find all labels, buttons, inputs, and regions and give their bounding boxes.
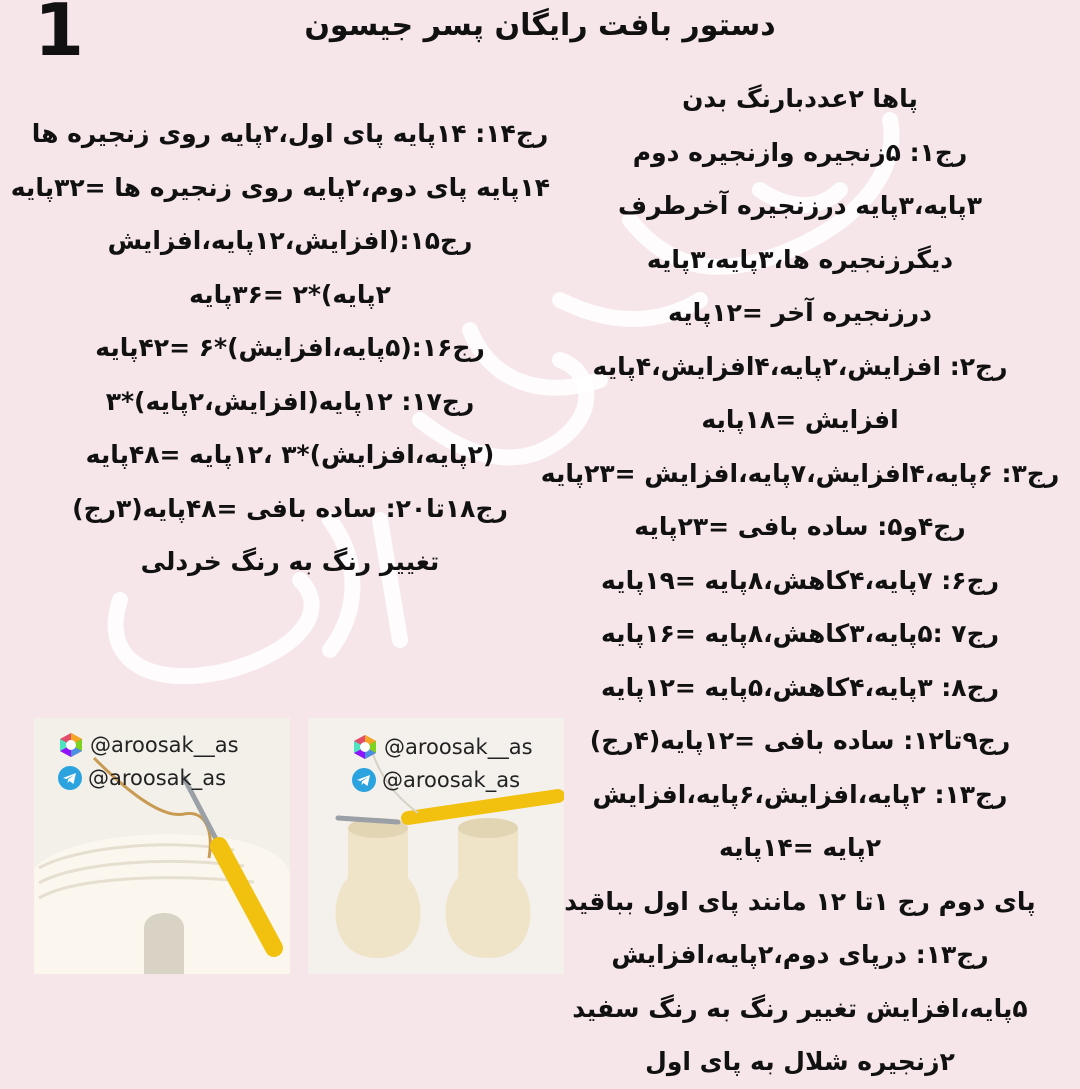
instruction-line: افزایش =۱۸پایه <box>701 405 899 434</box>
instruction-line: ۵پایه،افزایش تغییر رنگ به رنگ سفید <box>572 993 1028 1023</box>
instruction-line: ۲زنجیره شلال به پای اول <box>645 1047 955 1076</box>
instagram-handle: @aroosak__as <box>90 733 239 757</box>
instruction-line: (۲پایه،افزایش)*۳ ،۱۲پایه =۴۸پایه <box>85 440 495 469</box>
page-title: دستور بافت رایگان پسر جیسون <box>304 8 776 43</box>
instruction-line: رج۱۶:(۵پایه،افزایش)*۶ =۴۲پایه <box>95 333 485 362</box>
crochet-photo-legs-joined <box>34 718 290 974</box>
instruction-line: پای دوم رج ۱تا ۱۲ مانند پای اول بباقید <box>564 886 1036 916</box>
instruction-line: رج۱: ۵زنجیره وازنجیره دوم <box>632 137 968 167</box>
telegram-handle: @aroosak_as <box>382 768 521 792</box>
instruction-line: رج۸: ۳پایه،۴کاهش،۵پایه =۱۲پایه <box>601 672 999 702</box>
instruction-line: رج۹تا۱۲: ساده بافی =۱۲پایه(۴رج) <box>589 726 1011 755</box>
hexagon-logo-icon <box>352 734 378 760</box>
instruction-line: رج۴و۵: ساده بافی =۲۳پایه <box>634 512 966 541</box>
hexagon-logo-icon <box>58 732 84 758</box>
instagram-handle-row <box>352 734 533 760</box>
instruction-line: تغییر رنگ به رنگ خردلی <box>140 547 440 576</box>
instagram-handle-row <box>58 732 239 758</box>
instruction-line: ۳پایه،۳پایه درزنجیره آخرطرف <box>618 191 982 220</box>
instruction-line: رج۱۵:(افزایش،۱۲پایه،افزایش <box>107 226 473 255</box>
crochet-photo-two-legs <box>308 718 564 974</box>
instructions-right-column <box>520 72 1080 1089</box>
instruction-line: دیگرزنجیره ها،۳پایه،۳پایه <box>646 244 954 274</box>
telegram-handle-row <box>352 768 520 792</box>
instruction-line: رج۷ :۵پایه،۳کاهش،۸پایه =۱۶پایه <box>601 619 999 648</box>
instruction-line: درزنجیره آخر =۱۲پایه <box>668 298 932 327</box>
telegram-icon <box>352 768 376 792</box>
instruction-line: رج۱۸تا۲۰: ساده بافی =۴۸پایه(۳رج) <box>72 493 508 523</box>
instagram-handle: @aroosak__as <box>384 735 533 759</box>
page-number: 1 <box>34 0 85 72</box>
instruction-line: ۲پایه)*۲ =۳۶پایه <box>189 279 391 309</box>
instruction-line: رج۱۳: ۲پایه،افزایش،۶پایه،افزایش <box>592 779 1008 809</box>
instruction-line: رج۱۳: درپای دوم،۲پایه،افزایش <box>611 940 989 969</box>
telegram-icon <box>58 766 82 790</box>
instruction-line: ۱۴پایه پای دوم،۲پایه روی زنجیره ها =۳۲پایه <box>10 172 550 202</box>
instruction-line: پاها ۲عددبارنگ بدن <box>682 84 918 113</box>
telegram-handle-row <box>58 766 226 790</box>
instruction-line: رج۲: افزایش،۲پایه،۴افزایش،۴پایه <box>592 351 1008 381</box>
instruction-line: رج۳: ۶پایه،۴افزایش،۷پایه،افزایش =۲۳پایه <box>540 458 1060 488</box>
instruction-line: رج۱۴: ۱۴پایه پای اول،۲پایه روی زنجیره ها <box>31 119 549 148</box>
instruction-line: رج۶: ۷پایه،۴کاهش،۸پایه =۱۹پایه <box>601 565 999 595</box>
instruction-line: رج۱۷: ۱۲پایه(افزایش،۲پایه)*۳ <box>105 386 475 416</box>
instruction-line: ۲پایه =۱۴پایه <box>718 833 882 862</box>
instructions-left-column <box>10 107 550 589</box>
telegram-handle: @aroosak_as <box>88 766 227 790</box>
